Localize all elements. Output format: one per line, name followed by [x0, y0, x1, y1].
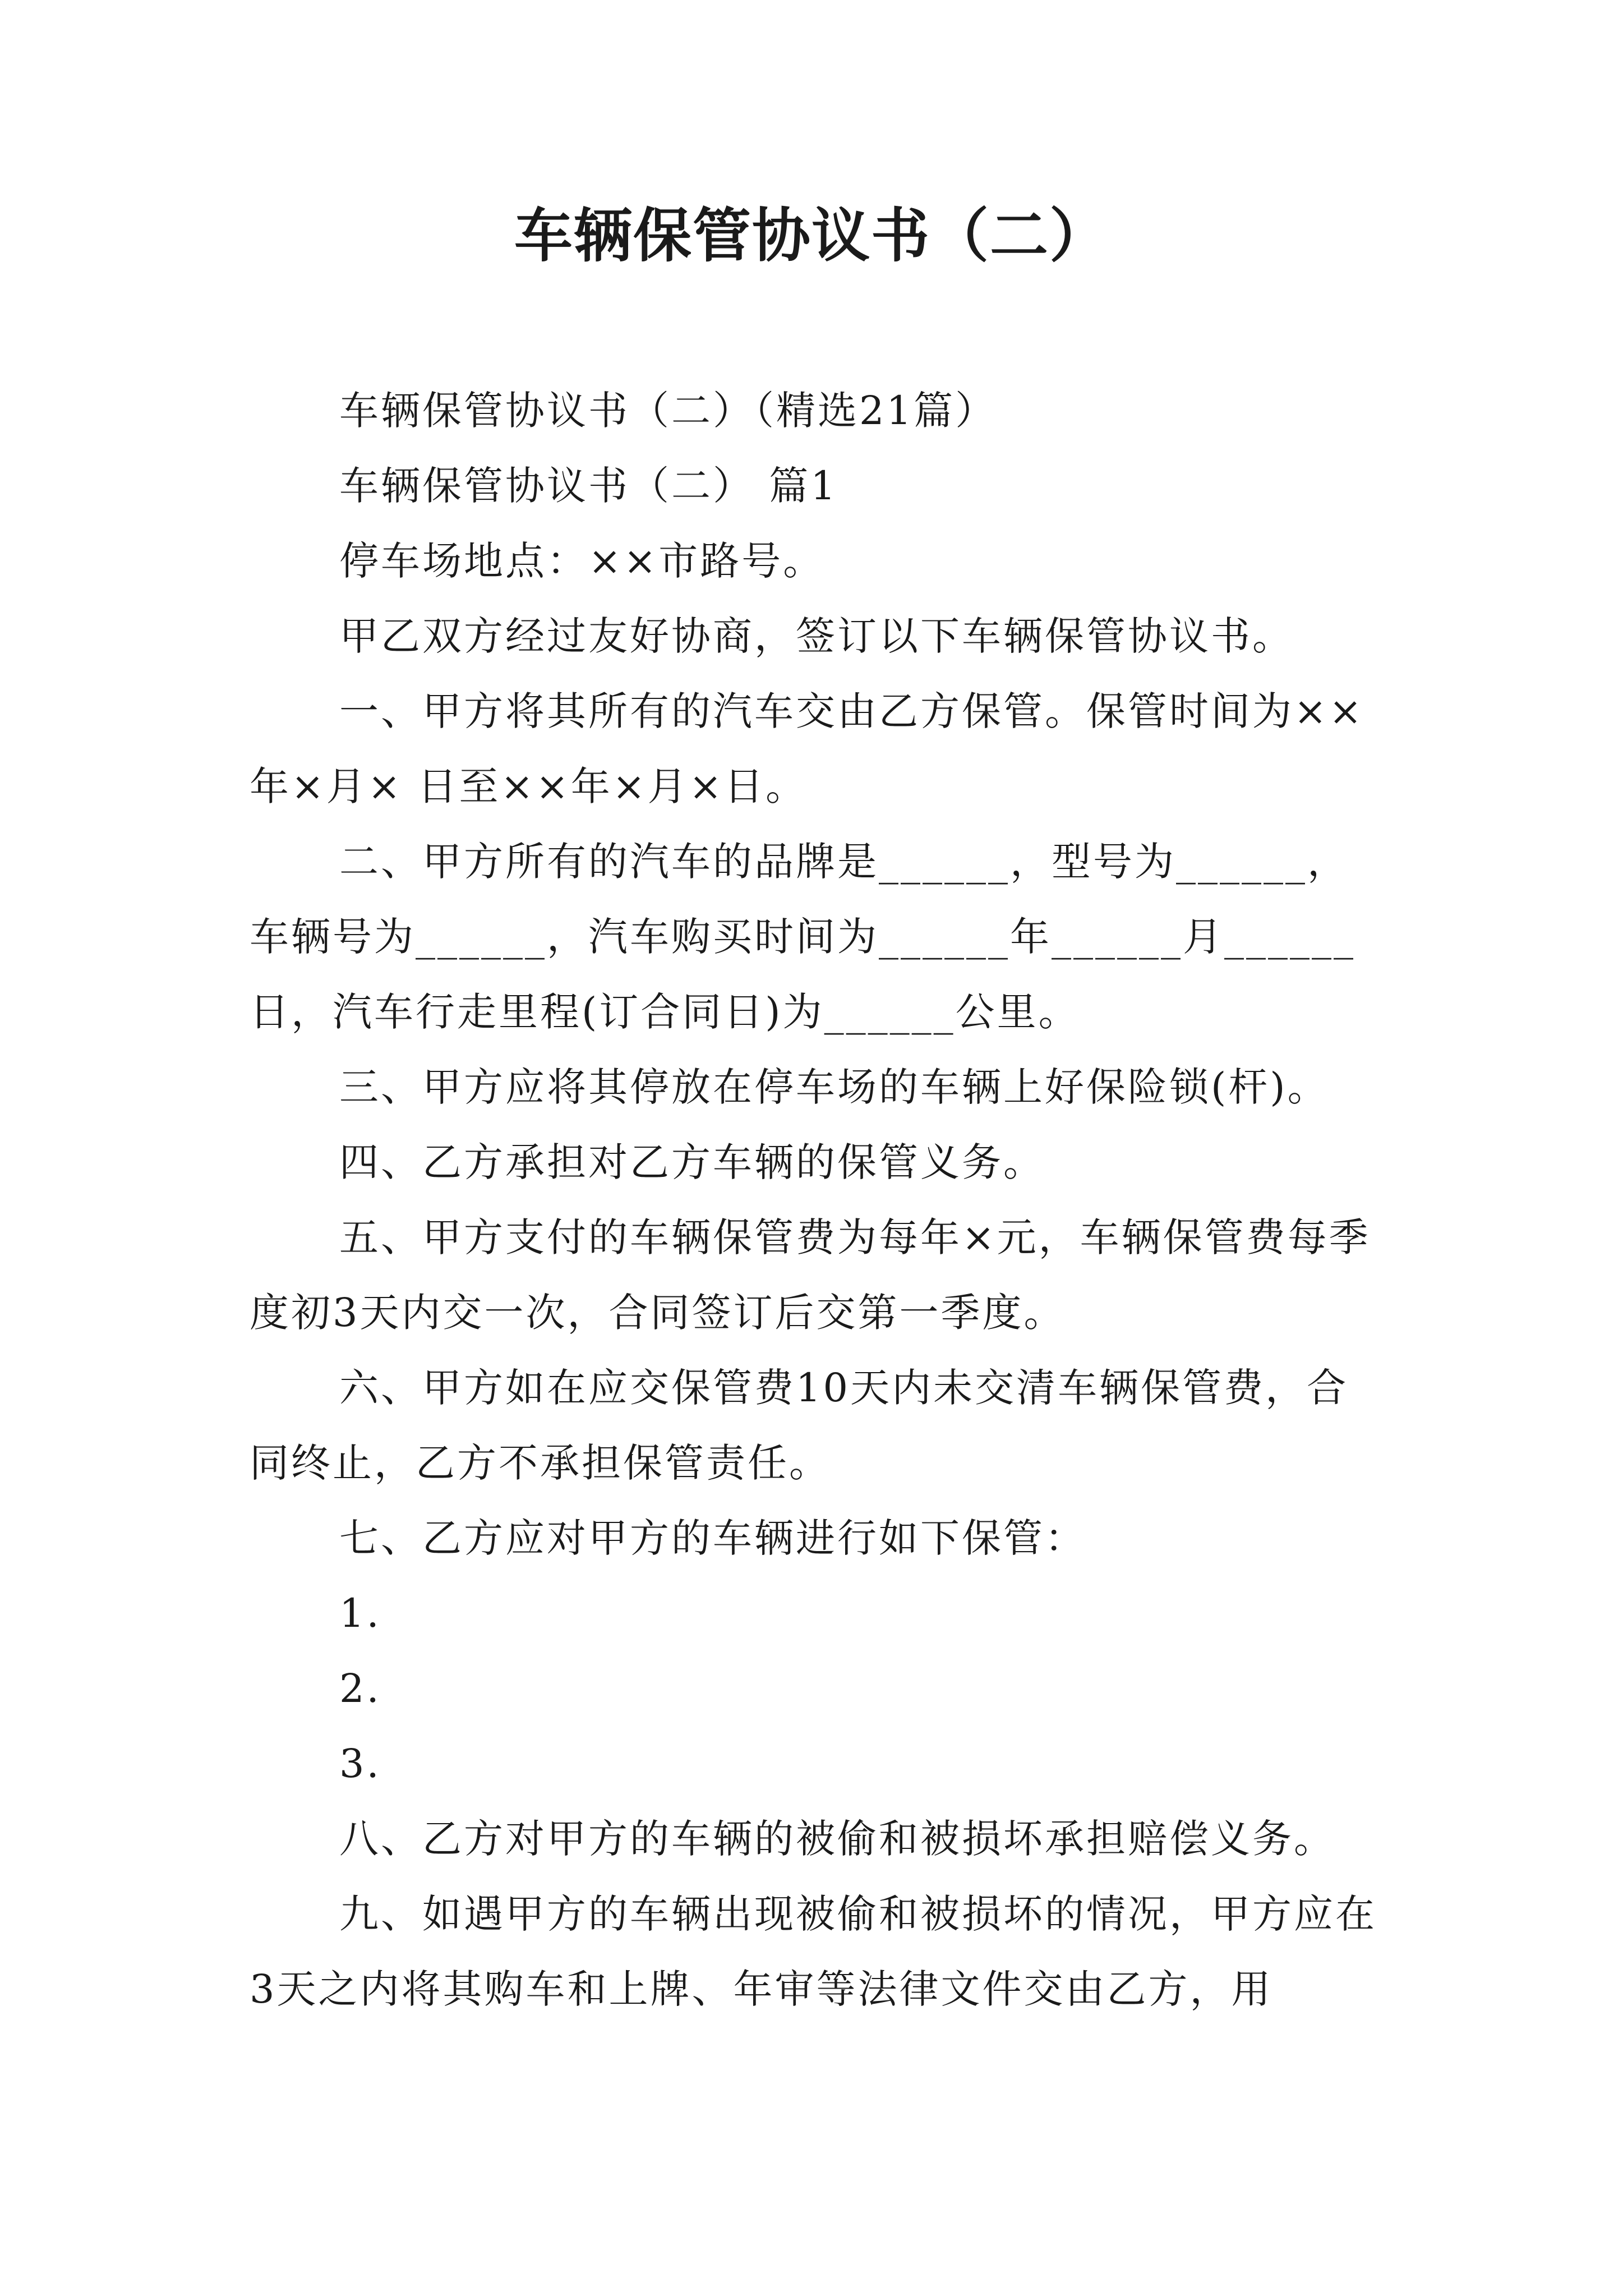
clause-6: 六、甲方如在应交保管费10天内未交清车辆保管费，合同终止，乙方不承担保管责任。 — [250, 1365, 1349, 1486]
document-title: 车辆保管协议书（二） — [514, 201, 1109, 270]
clause-7: 七、乙方应对甲方的车辆进行如下保管： — [339, 1515, 1086, 1561]
paragraph-parking-location: 停车场地点：××市路号。 — [339, 538, 825, 584]
paragraph-section-heading: 车辆保管协议书（二） 篇1 — [339, 463, 838, 509]
clause-4: 四、乙方承担对乙方车辆的保管义务。 — [339, 1139, 1045, 1185]
paragraph-preamble: 甲乙双方经过友好协商，签订以下车辆保管协议书。 — [339, 613, 1294, 659]
list-item-2: 2. — [339, 1665, 381, 1711]
clause-1: 一、甲方将其所有的汽车交由乙方保管。保管时间为××年×月× 日至××年×月×日。 — [250, 688, 1364, 809]
clause-9: 九、如遇甲方的车辆出现被偷和被损坏的情况，甲方应在3天之内将其购车和上牌、年审等法律文件交由乙方，用 — [250, 1891, 1377, 2012]
clause-5: 五、甲方支付的车辆保管费为每年×元，车辆保管费每季度初3天内交一次，合同签订后交第一季度。 — [250, 1214, 1371, 1336]
clause-2: 二、甲方所有的汽车的品牌是______，型号为______，车辆号为______，汽车购买时间为______年______月______日，汽车行走里程(订合同日)为______公里。 — [250, 839, 1355, 1035]
clause-8: 八、乙方对甲方的车辆的被偷和被损坏承担赔偿义务。 — [339, 1816, 1335, 1862]
list-item-3: 3. — [339, 1741, 381, 1787]
document-body — [250, 373, 1388, 2027]
clause-3: 三、甲方应将其停放在停车场的车辆上好保险锁(杆)。 — [339, 1064, 1329, 1110]
list-item-1: 1. — [339, 1590, 381, 1636]
paragraph-subtitle: 车辆保管协议书（二）（精选21篇） — [339, 388, 997, 434]
